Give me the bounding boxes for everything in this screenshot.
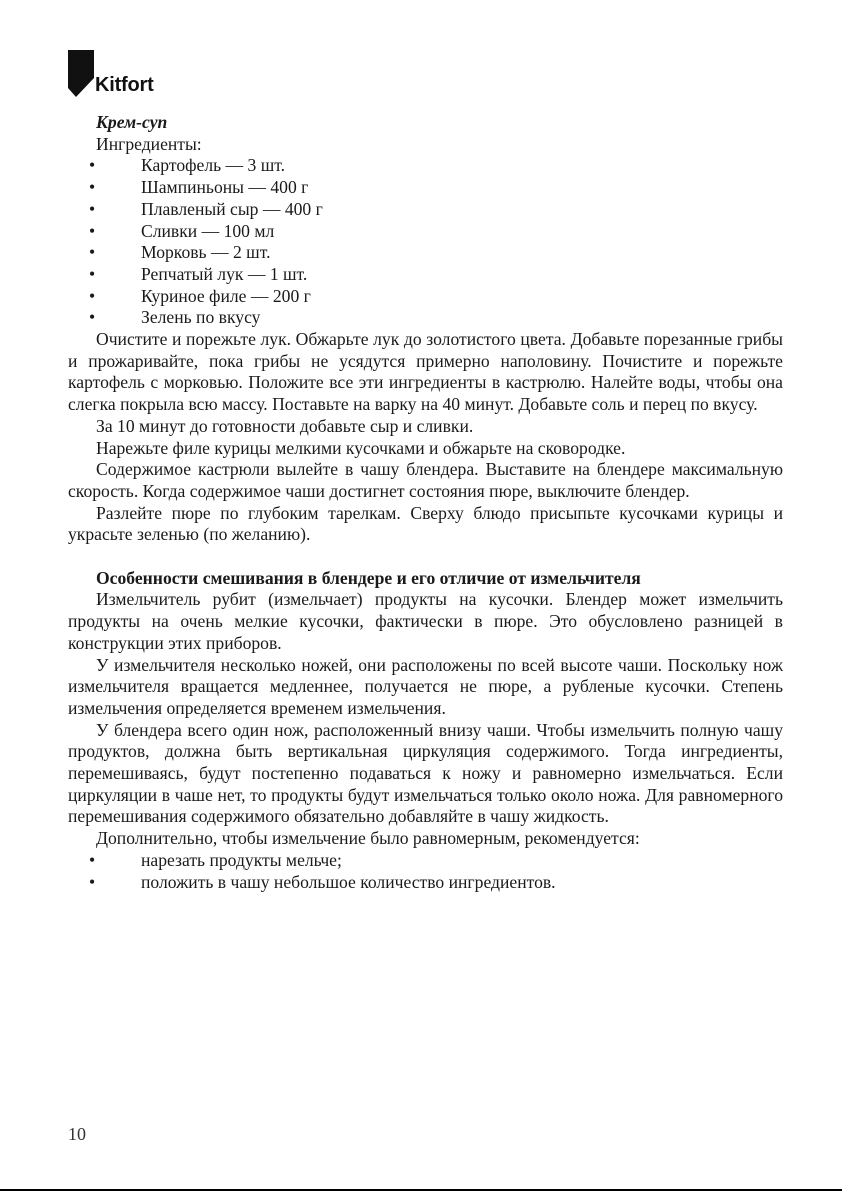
list-item: • Сливки — 100 мл bbox=[68, 221, 783, 243]
list-item: • Плавленый сыр — 400 г bbox=[68, 199, 783, 221]
list-item: • положить в чашу небольшое количество ингредиентов. bbox=[68, 872, 783, 894]
list-item: • нарезать продукты мельче; bbox=[68, 850, 783, 872]
list-item: • Морковь — 2 шт. bbox=[68, 242, 783, 264]
ingredients-list bbox=[68, 155, 783, 329]
list-item: • Картофель — 3 шт. bbox=[68, 155, 783, 177]
list-item: • Зелень по вкусу bbox=[68, 307, 783, 329]
recipe-step: Очистите и порежьте лук. Обжарьте лук до золотистого цвета. Добавьте порезанные грибы и прожаривайте, пока грибы не усядутся примерно наполовину. Почистите и порежьте картофель с морковью. Положите все эти ингредиенты в кастрюлю. Налейте воды, чтобы она слегка покрыла всю массу. Поставьте на варку на 40 минут. Добавьте соль и перец по вкусу. bbox=[68, 329, 783, 415]
section-paragraph: Измельчитель рубит (измельчает) продукты на кусочки. Блендер может измельчить продукты на очень мелкие кусочки, фактически в пюре. Это обусловлено разницей в конструкции этих приборов. bbox=[68, 589, 783, 653]
list-item: • Куриное филе — 200 г bbox=[68, 286, 783, 308]
list-item: • Репчатый лук — 1 шт. bbox=[68, 264, 783, 286]
ingredients-label: Ингредиенты: bbox=[96, 133, 202, 154]
brand-logo bbox=[68, 50, 178, 100]
tips-list bbox=[68, 850, 783, 893]
brand-name: Kitfort bbox=[95, 74, 154, 96]
bottom-border bbox=[0, 1189, 842, 1191]
section-paragraph: У блендера всего один нож, расположенный внизу чаши. Чтобы измельчить полную чашу продуктов, должна быть вертикальная циркуляция содержимого. Тогда ингредиенты, перемешиваясь, будут постепенно подаваться к ножу и равномерно измельчаться. Если циркуляции в чаше нет, то продукты будут измельчаться только около ножа. Для равномерного перемешивания содержимого обязательно добавляйте в чашу жидкость. bbox=[68, 719, 783, 827]
recipe-step: Разлейте пюре по глубоким тарелкам. Сверху блюдо присыпьте кусочками курицы и украсьте зеленью (по желанию). bbox=[68, 502, 783, 545]
recipe-step: За 10 минут до готовности добавьте сыр и сливки. bbox=[96, 415, 474, 436]
recipe-step: Нарежьте филе курицы мелкими кусочками и обжарьте на сковородке. bbox=[96, 437, 626, 458]
recipe-step: Содержимое кастрюли вылейте в чашу блендера. Выставите на блендере максимальную скорость. Когда содержимое чаши достигнет состояния пюре, выключите блендер. bbox=[68, 459, 783, 501]
section-paragraph: Дополнительно, чтобы измельчение было равномерным, рекомендуется: bbox=[96, 828, 640, 849]
kitfort-logo-icon bbox=[68, 50, 94, 98]
section-spacer bbox=[68, 546, 783, 568]
recipe-title: Крем-суп bbox=[96, 112, 168, 132]
section-heading: Особенности смешивания в блендере и его отличие от измельчителя bbox=[96, 567, 641, 588]
list-item: • Шампиньоны — 400 г bbox=[68, 177, 783, 199]
page-number: 10 bbox=[68, 1124, 86, 1144]
page-content bbox=[68, 112, 783, 893]
section-paragraph: У измельчителя несколько ножей, они расположены по всей высоте чаши. Поскольку нож измельчителя вращается медленнее, получается не пюре, а рубленые кусочки. Степень измельчения определяется временем измельчения. bbox=[68, 654, 783, 718]
